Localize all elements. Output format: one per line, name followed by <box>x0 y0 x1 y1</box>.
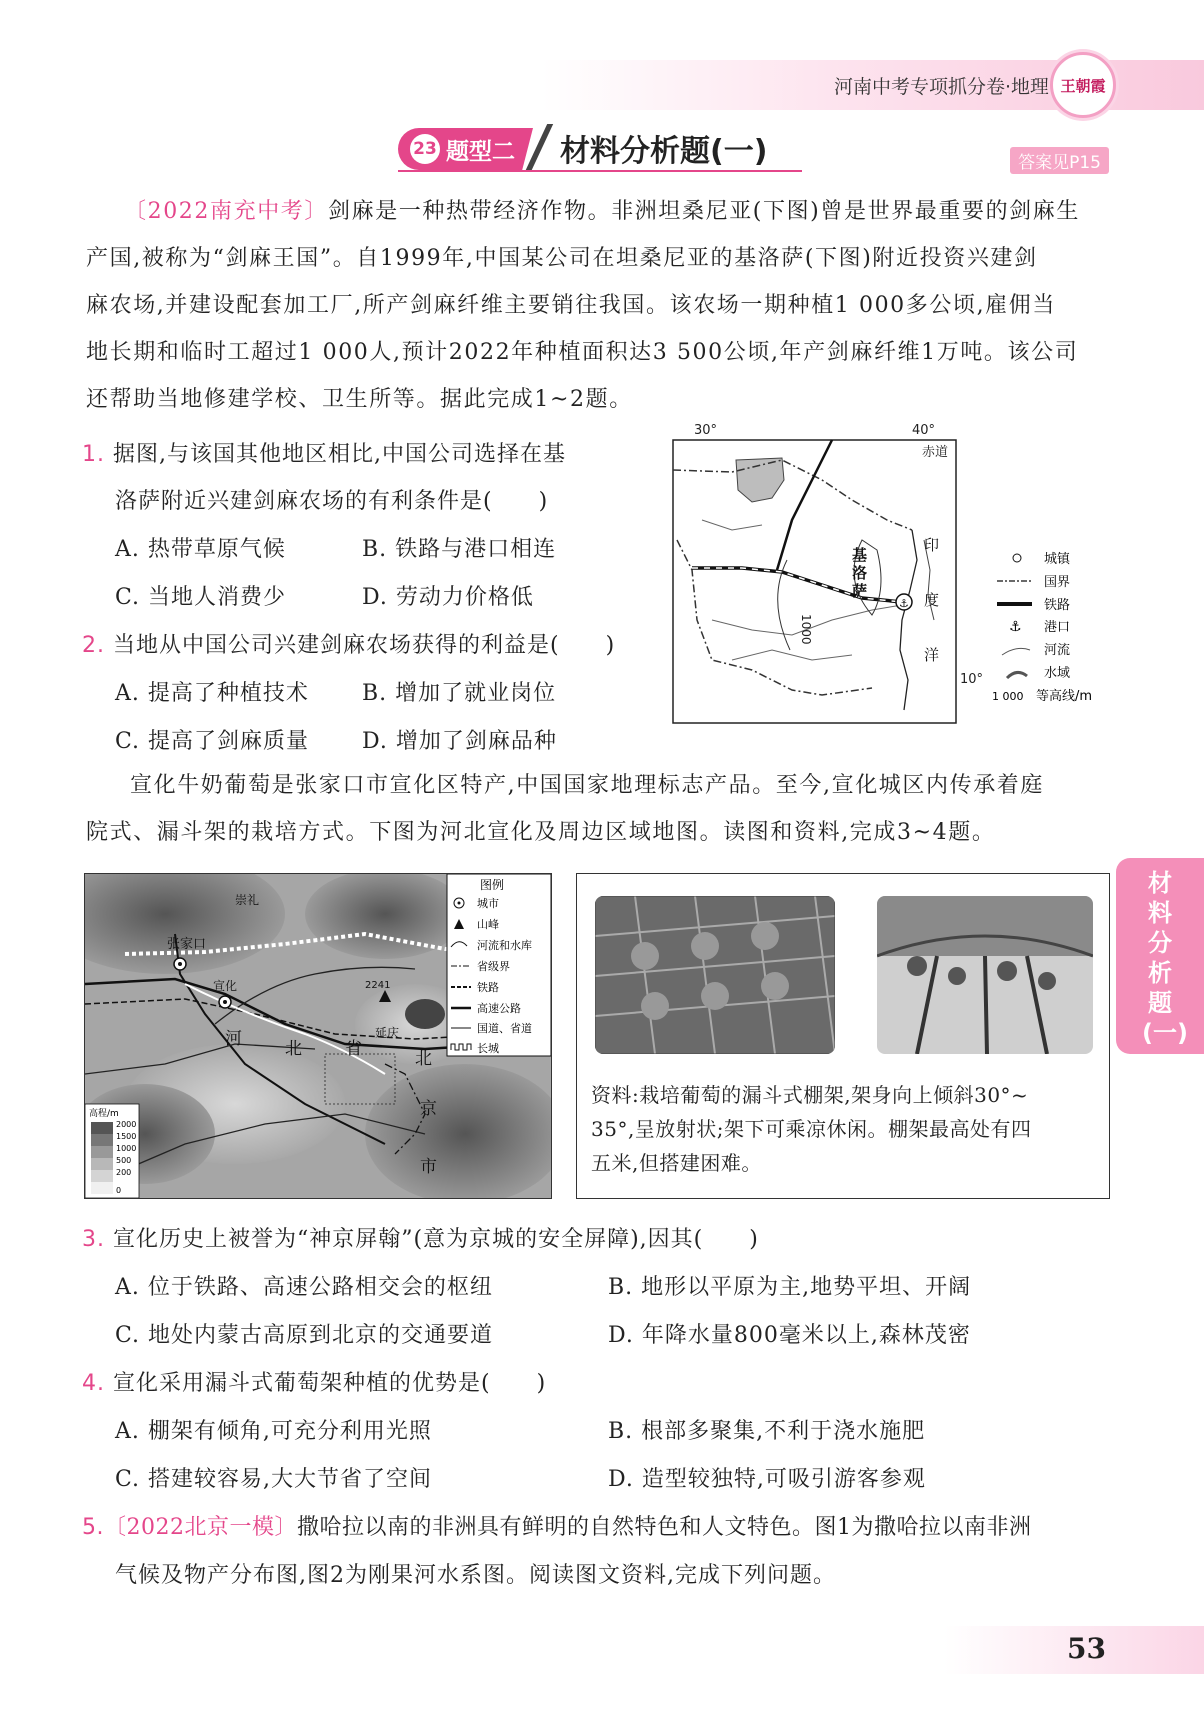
question-1-line2: 洛萨附近兴建剑麻农场的有利条件是( ) <box>115 489 549 514</box>
question-text: 据图,与该国其他地区相比,中国公司选择在基 <box>113 442 566 467</box>
elevation-value: 1500 <box>116 1132 137 1141</box>
svg-text:基: 基 <box>852 546 868 564</box>
legend-item: 城镇 <box>1044 552 1071 567</box>
intro1-line: 产国,被称为“剑麻王国”。自1999年,中国某公司在坦桑尼亚的基洛萨(下图)附近投资兴建剑 <box>86 246 1038 271</box>
province-char: 省 <box>345 1039 362 1059</box>
svg-text:洋: 洋 <box>924 646 940 664</box>
equator-label: 赤道 <box>922 445 949 460</box>
section-number: 23 <box>410 134 440 164</box>
option-b[interactable]: B. 增加了就业岗位 <box>362 681 557 706</box>
legend-item: 铁路 <box>477 981 499 994</box>
svg-text:萨: 萨 <box>852 582 868 600</box>
intro-paragraph-1 <box>86 188 1116 423</box>
question-text: 当地从中国公司兴建剑麻农场获得的利益是( ) <box>113 633 616 658</box>
option-b[interactable]: B. 铁路与港口相连 <box>362 537 557 562</box>
option-d[interactable]: D. 增加了剑麻品种 <box>362 729 557 754</box>
question-text: 宣化采用漏斗式葡萄架种植的优势是( ) <box>113 1371 547 1396</box>
question-number: 2. <box>82 633 105 658</box>
contour-value: 1000 <box>799 614 813 645</box>
intro1-line: 麻农场,并建设配套加工厂,所产剑麻纤维主要销往我国。该农场一期种植1 000多公顷,雇佣当 <box>86 293 1056 318</box>
svg-text:印: 印 <box>924 536 940 554</box>
question-text: 宣化历史上被誉为“神京屏翰”(意为京城的安全屏障),因其( ) <box>113 1227 759 1252</box>
publisher-logo <box>1050 52 1116 118</box>
elevation-value: 1000 <box>116 1144 137 1153</box>
option-b[interactable]: B. 地形以平原为主,地势平坦、开阔 <box>608 1275 972 1300</box>
elevation-value: 500 <box>116 1156 132 1165</box>
option-c[interactable]: C. 提高了剑麻质量 <box>115 729 310 754</box>
place-label: 延庆 <box>375 1026 400 1040</box>
elevation-title: 高程/m <box>89 1109 119 1119</box>
option-a[interactable]: A. 位于铁路、高速公路相交会的枢纽 <box>115 1275 493 1300</box>
chapter-side-tab-label: 材料分析题(一) <box>1142 869 1188 1047</box>
option-c[interactable]: C. 当地人消费少 <box>115 585 287 610</box>
beijing-char: 北 <box>415 1049 432 1069</box>
material-line: 35°,呈放射状;架下可乘凉休闲。棚架最高处有四 <box>591 1117 1032 1141</box>
province-char: 河 <box>225 1029 242 1049</box>
question-number: 1. <box>82 442 105 467</box>
source-tag: 〔2022北京一模〕 <box>104 1515 297 1540</box>
section-underline <box>398 170 802 172</box>
option-a[interactable]: A. 棚架有倾角,可充分利用光照 <box>115 1419 432 1444</box>
legend-item: 等高线/m <box>1036 689 1093 704</box>
page-number: 53 <box>1067 1632 1106 1665</box>
option-d[interactable]: D. 造型较独特,可吸引游客参观 <box>608 1467 926 1492</box>
legend-item: 城市 <box>477 897 499 910</box>
kilosa-label <box>852 546 867 600</box>
legend-item: 铁路 <box>1044 598 1071 613</box>
material-text <box>591 1078 1101 1180</box>
province-char: 北 <box>285 1039 302 1059</box>
lon-left-label: 30° <box>694 423 718 438</box>
tanzania-map <box>672 420 1112 725</box>
question-5-line2: 气候及物产分布图,图2为刚果河水系图。阅读图文资料,完成下列问题。 <box>115 1563 836 1588</box>
intro1-line: 地长期和临时工超过1 000人,预计2022年种植面积达3 500公顷,年产剑麻纤维1万吨。该公司 <box>86 340 1079 365</box>
legend-item: 长城 <box>477 1042 499 1055</box>
svg-text:度: 度 <box>924 591 940 609</box>
beijing-char: 京 <box>420 1099 437 1119</box>
elevation-value: 2000 <box>116 1120 137 1129</box>
section-type: 题型二 <box>446 139 515 165</box>
option-d[interactable]: D. 年降水量800毫米以上,森林茂密 <box>608 1323 971 1348</box>
legend-item: 高速公路 <box>477 1002 521 1015</box>
peak-label: 2241 <box>365 980 391 991</box>
grape-trellis-photo <box>877 896 1093 1054</box>
question-4 <box>82 1366 546 1397</box>
intro2-line: 院式、漏斗架的栽培方式。下图为河北宣化及周边区域地图。读图和资料,完成3~4题。 <box>86 820 996 845</box>
svg-text:⚓: ⚓ <box>1009 619 1022 635</box>
material-line: 五米,但搭建困难。 <box>591 1151 762 1175</box>
legend-item: 河流 <box>1044 643 1071 658</box>
option-b[interactable]: B. 根部多聚集,不利于浇水施肥 <box>608 1419 926 1444</box>
legend-item: 国界 <box>1044 575 1071 590</box>
legend-item: 港口 <box>1044 620 1071 635</box>
legend-item: 国道、省道 <box>477 1022 532 1035</box>
question-5 <box>82 1510 1032 1541</box>
question-2 <box>82 628 615 659</box>
place-label: 崇礼 <box>235 893 260 907</box>
intro2-line: 宣化牛奶葡萄是张家口市宣化区特产,中国国家地理标志产品。至今,宣化城区内传承着庭 <box>130 773 1044 798</box>
legend-item: 省级界 <box>477 960 510 973</box>
place-label: 张家口 <box>167 937 207 952</box>
lat-label: 10° <box>960 672 984 687</box>
option-d[interactable]: D. 劳动力价格低 <box>362 585 534 610</box>
option-c[interactable]: C. 地处内蒙古高原到北京的交通要道 <box>115 1323 494 1348</box>
vineyard-aerial-photo <box>595 896 835 1054</box>
material-line: 资料:栽培葡萄的漏斗式棚架,架身向上倾斜30°~ <box>591 1083 1029 1107</box>
elevation-value: 0 <box>116 1186 122 1195</box>
intro1-line: 还帮助当地修建学校、卫生所等。据此完成1~2题。 <box>86 387 633 412</box>
book-title: 河南中考专项抓分卷·地理 <box>833 76 1049 98</box>
intro1-line: 剑麻是一种热带经济作物。非洲坦桑尼亚(下图)曾是世界最重要的剑麻生 <box>328 199 1080 224</box>
map1-legend <box>992 551 1092 704</box>
elevation-value: 200 <box>116 1168 132 1177</box>
question-number: 3. <box>82 1227 105 1252</box>
option-a[interactable]: A. 提高了种植技术 <box>115 681 309 706</box>
source-tag: 〔2022南充中考〕 <box>124 199 328 224</box>
option-c[interactable]: C. 搭建较容易,大大节省了空间 <box>115 1467 433 1492</box>
lon-right-label: 40° <box>912 423 936 438</box>
section-title: 材料分析题(一) <box>560 134 768 169</box>
svg-text:洛: 洛 <box>852 564 868 582</box>
beijing-char: 市 <box>420 1157 437 1177</box>
svg-text:⚓: ⚓ <box>899 597 909 610</box>
legend-item: 水域 <box>1044 666 1071 681</box>
question-text: 撒哈拉以南的非洲具有鲜明的自然特色和人文特色。图1为撒哈拉以南非洲 <box>297 1515 1032 1540</box>
question-number: 5. <box>82 1515 104 1540</box>
logo-text: 王朝霞 <box>1060 76 1106 95</box>
legend-item: 河流和水库 <box>477 939 532 952</box>
intro-paragraph-2 <box>86 762 1116 856</box>
legend-title: 图例 <box>480 878 505 892</box>
question-1 <box>82 437 566 468</box>
question-3 <box>82 1222 759 1253</box>
question-number: 4. <box>82 1371 105 1396</box>
legend-item: 山峰 <box>477 918 499 931</box>
place-label: 宣化 <box>213 979 238 993</box>
xuanhua-map <box>84 873 552 1199</box>
option-a[interactable]: A. 热带草原气候 <box>115 537 286 562</box>
answer-reference: 答案见P15 <box>1010 147 1109 174</box>
legend-contour-value: 1 000 <box>992 690 1024 703</box>
material-box <box>576 873 1110 1199</box>
